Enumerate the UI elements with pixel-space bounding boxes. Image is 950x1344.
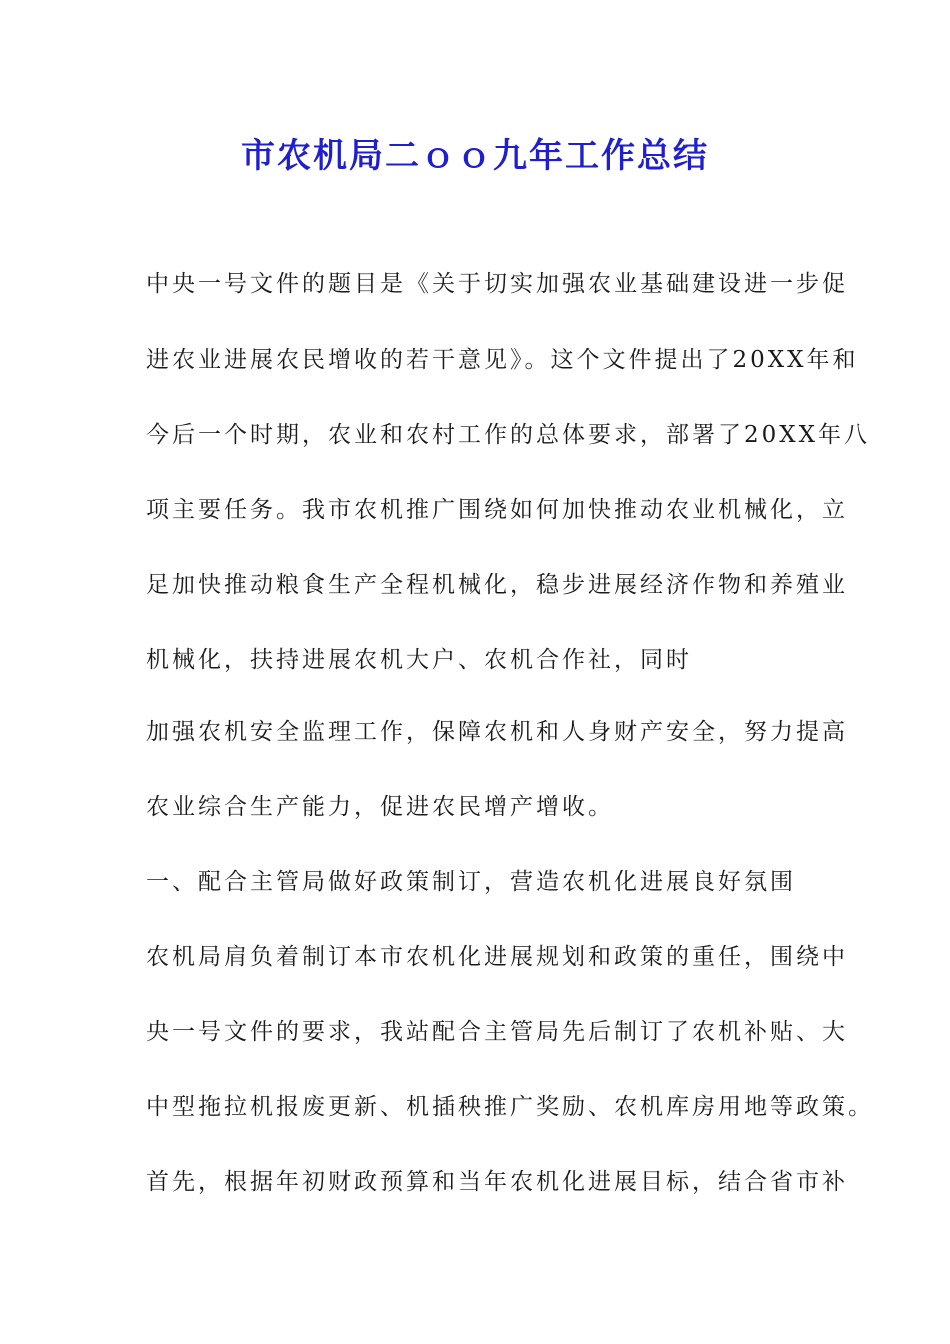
document-title: 市农机局二ｏｏ九年工作总结 xyxy=(241,136,709,176)
body-line: 农业综合生产能力，促进农民增产增收。 xyxy=(146,794,614,820)
body-line: 首先，根据年初财政预算和当年农机化进展目标，结合省市补 xyxy=(146,1169,848,1195)
body-line: 中央一号文件的题目是《关于切实加强农业基础建设进一步促 xyxy=(146,271,848,297)
body-line: 央一号文件的要求，我站配合主管局先后制订了农机补贴、大 xyxy=(146,1019,848,1045)
body-line: 农机局肩负着制订本市农机化进展规划和政策的重任，围绕中 xyxy=(146,944,848,970)
body-line: 机械化，扶持进展农机大户、农机合作社，同时 xyxy=(146,647,692,673)
body-line: 足加快推动粮食生产全程机械化，稳步进展经济作物和养殖业 xyxy=(146,572,848,598)
body-line: 中型拖拉机报废更新、机插秧推广奖励、农机库房用地等政策。 xyxy=(146,1094,874,1120)
body-line: 进农业进展农民增收的若干意见》。这个文件提出了20XX年和 xyxy=(146,347,859,373)
body-line: 项主要任务。我市农机推广围绕如何加快推动农业机械化，立 xyxy=(146,497,848,523)
body-line: 加强农机安全监理工作，保障农机和人身财产安全，努力提高 xyxy=(146,719,848,745)
section-heading: 一、配合主管局做好政策制订，营造农机化进展良好氛围 xyxy=(146,869,796,895)
body-line: 今后一个时期，农业和农村工作的总体要求，部署了20XX年八 xyxy=(146,422,871,448)
